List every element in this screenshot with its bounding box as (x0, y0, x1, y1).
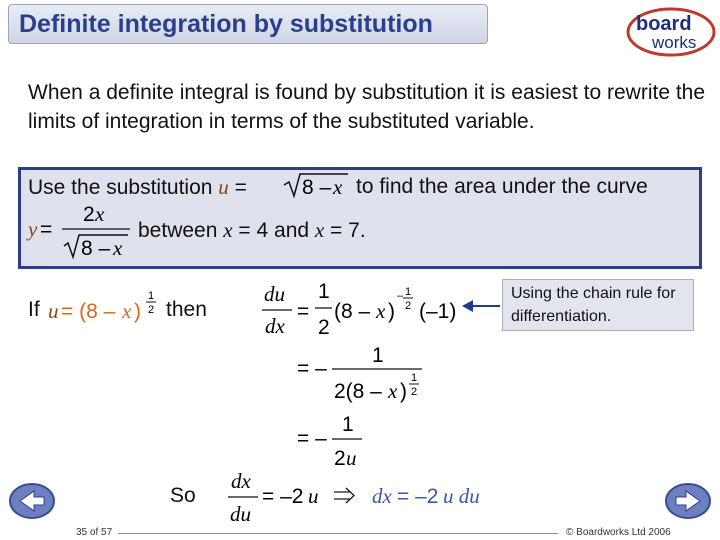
limit-b: = 7. (324, 219, 366, 242)
intro-text: When a definite integral is found by substitution it is easiest to rewrite the limits of integration in terms of the substituted variable. (28, 81, 706, 133)
page-number: 35 of 57 (76, 527, 113, 538)
svg-text:1: 1 (318, 280, 330, 303)
var-x2: x (314, 218, 325, 242)
logo-word-top: board (636, 13, 692, 35)
svg-text:= –2: = –2 (262, 485, 304, 508)
footer-line (118, 533, 558, 534)
svg-text:2: 2 (148, 304, 155, 316)
then-label: then (166, 298, 207, 321)
svg-text:x: x (113, 236, 123, 260)
logo-word-bottom: works (652, 33, 697, 52)
svg-text:u: u (346, 446, 357, 470)
derivative-line3 (297, 413, 362, 470)
svg-text:): ) (134, 300, 141, 323)
box-line1-suffix: to find the area under the curve (356, 175, 648, 198)
svg-text:1: 1 (411, 372, 418, 384)
curve-equation (26, 202, 130, 260)
svg-text:=: = (40, 218, 53, 241)
svg-text:y: y (28, 217, 38, 241)
svg-text:du: du (264, 282, 285, 306)
svg-text:(8 –: (8 – (334, 300, 371, 323)
eq-sign: = (228, 176, 247, 199)
svg-text:(–1): (–1) (419, 300, 457, 323)
svg-text:x: x (333, 175, 343, 199)
svg-text:= –: = – (297, 357, 327, 380)
derivative-line1 (262, 280, 456, 339)
var-x1: x (223, 218, 233, 242)
box-prefix: Use the substitution (28, 176, 219, 199)
svg-text:–: – (397, 290, 404, 302)
sqrt-8-minus-x (284, 174, 348, 199)
derivative-line2 (297, 344, 422, 403)
svg-text:8 –: 8 – (81, 237, 111, 260)
var-u: u (218, 175, 229, 199)
svg-text:2(8 –: 2(8 – (334, 380, 382, 403)
svg-text:): ) (388, 300, 395, 323)
svg-text:1: 1 (372, 344, 384, 367)
svg-text:= –: = – (297, 427, 327, 450)
svg-text:u: u (48, 299, 59, 323)
svg-text:2: 2 (411, 386, 418, 398)
svg-text:1: 1 (148, 290, 155, 302)
svg-text:x: x (388, 379, 398, 403)
svg-text:= (8 –: = (8 – (61, 300, 116, 323)
svg-text:): ) (400, 380, 407, 403)
svg-text:x: x (122, 299, 132, 323)
svg-text:8 –: 8 – (302, 176, 332, 199)
svg-text:1: 1 (405, 286, 412, 298)
svg-text:=: = (297, 300, 310, 323)
prev-slide-icon[interactable] (8, 482, 56, 520)
svg-text:= –2: = –2 (397, 485, 439, 508)
u-definition (48, 290, 156, 323)
between-word: between (138, 219, 224, 242)
svg-text:2: 2 (318, 316, 330, 339)
svg-text:u: u (308, 484, 319, 508)
if-label: If (28, 298, 40, 321)
svg-text:u du: u du (443, 484, 480, 508)
limit-a: = 4 and (232, 219, 315, 242)
svg-text:dx: dx (265, 314, 285, 338)
copyright: © Boardworks Ltd 2006 (566, 527, 671, 538)
svg-text:2: 2 (83, 203, 95, 226)
next-slide-icon[interactable] (664, 482, 712, 520)
svg-text:dx: dx (372, 484, 392, 508)
so-label: So (170, 484, 196, 507)
chain-rule-note: Using the chain rule for differentiation. (502, 279, 694, 331)
svg-text:x: x (376, 299, 386, 323)
svg-text:x: x (95, 202, 105, 226)
svg-text:dx: dx (231, 469, 251, 493)
svg-text:1: 1 (342, 413, 354, 436)
arrow-left-icon (462, 300, 500, 312)
final-relation (228, 469, 480, 526)
slide-title: Definite integration by substitution (19, 10, 433, 38)
svg-text:2: 2 (405, 300, 412, 312)
svg-text:du: du (230, 502, 251, 526)
svg-text:2: 2 (334, 447, 346, 470)
